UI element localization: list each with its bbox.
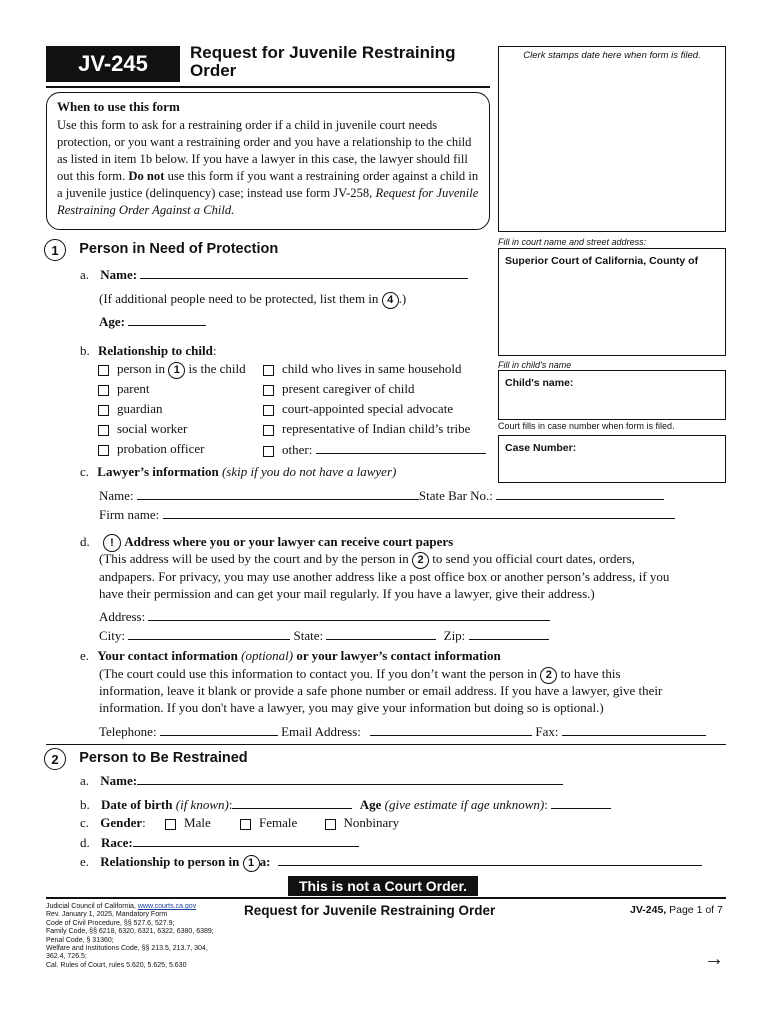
checkbox[interactable] [263,385,274,396]
checkbox[interactable] [263,405,274,416]
gender-nonbinary[interactable]: Nonbinary [325,815,400,830]
s1-lawyer-heading: c. Lawyer’s information (skip if you do not have a lawyer) [80,464,397,479]
checkbox[interactable] [240,819,251,830]
s1-city-row: City: State: Zip: [99,627,549,644]
s1-lawyer-name-row: Name: State Bar No.: [99,487,664,504]
s1-age-field[interactable] [128,313,206,326]
s1-contact-text1: (The court could use this information to contact you. If you don’t want the person in 2 to have this [99,666,621,684]
footer-title: Request for Juvenile Restraining Order [244,903,496,918]
exclamation-icon: ! [103,534,121,552]
gender-female[interactable]: Female [240,815,297,830]
section-1-number: 1 [44,239,66,261]
rel-other-field[interactable] [316,441,486,454]
courts-link[interactable]: www.courts.ca.gov [137,903,197,910]
checkbox[interactable] [98,425,109,436]
ref-item-2: 2 [540,667,557,684]
rel-option-guardian[interactable]: guardian [98,401,162,417]
checkbox[interactable] [165,819,176,830]
court-caption: Fill in court name and street address: [498,237,647,247]
city-field[interactable] [128,627,290,640]
section-divider [46,744,726,745]
header-rule [46,86,490,88]
s1-contact-heading: e. Your contact information (optional) or your lawyer’s contact information [80,648,501,663]
footer-page-info: JV-245, Page 1 of 7 [630,904,723,916]
s1-additional-note: (If additional people need to be protected, list them in 4 .) [99,291,406,309]
s2-relationship-field[interactable] [278,853,702,866]
s2-gender-row: c. Gender: Male Female Nonbinary [80,815,400,830]
s2-race-row: d. Race: [80,834,359,851]
firm-name-field[interactable] [163,506,675,519]
ref-item-1: 1 [168,362,185,379]
s1-address-row: Address: [99,608,550,625]
not-court-order-banner: This is not a Court Order. [288,876,478,896]
checkbox[interactable] [98,445,109,456]
footer-rule [46,897,726,899]
section-2-number: 2 [44,748,66,770]
s1-name-row: a. Name: [80,266,468,283]
fax-field[interactable] [562,723,706,736]
checkbox[interactable] [263,425,274,436]
ref-item-2: 2 [412,552,429,569]
section-2-title: Person to Be Restrained [79,749,248,766]
s2-age-field[interactable] [551,796,611,809]
lawyer-name-field[interactable] [137,487,419,500]
footer-legal-notes: Judicial Council of California, www.courts.ca.gov Rev. January 1, 2025, Mandatory Form Code of Civil Procedure, §§ 527.6, 527.9; Family Code, §§ 6218, 6320, 6321, 6322, 6380, 6389; Penal Code, § 31360; Welfare and Institutions Code, §§ 213.5, 213.7, 304, 362.4, 726.5; Cal. Rules of Court, rules 5.620, 5.625, 5.630 [46,903,214,969]
state-bar-field[interactable] [496,487,664,500]
case-number-box[interactable] [498,435,726,483]
rel-option-probation-officer[interactable]: probation officer [98,441,204,457]
s1-firm-row: Firm name: [99,506,675,523]
s1-name-field[interactable] [140,266,468,279]
s1-address-text2: andpapers. For privacy, you may use another address like a post office box or another person’s address, if you [99,569,670,584]
child-name-label: Child's name: [505,377,574,389]
zip-field[interactable] [469,627,549,640]
when-to-use-text: Use this form to ask for a restraining order if a child in juvenile court needs protection, or you want a restraining order and you have a relationship to the child as listed in item 1b below. If you have a lawyer in this case, the lawyer should fill out this form. Do not use this form if you want a restraining order against a child in a juvenile justice (delinquency) case; instead use form JV-258, Request for Juvenile Restraining Order Against a Child. [57,118,479,217]
checkbox[interactable] [325,819,336,830]
s2-dob-row: b. Date of birth (if known): Age (give estimate if age unknown): [80,796,611,813]
telephone-field[interactable] [160,723,278,736]
case-caption: Court fills in case number when form is filed. [498,421,675,431]
s1-relationship-heading: b. Relationship to child: [80,343,217,358]
case-number-label: Case Number: [505,442,577,454]
rel-option-person[interactable]: person in 1 is the child [98,361,246,379]
s1-contact-row: Telephone: Email Address: Fax: [99,723,706,740]
checkbox[interactable] [98,405,109,416]
s1-address-text3: have their permission and can get your mail regularly. If you have a lawyer, give their address.) [99,586,595,601]
rel-option-same-household[interactable]: child who lives in same household [263,361,461,377]
child-caption: Fill in child's name [498,360,572,370]
child-name-box[interactable] [498,370,726,420]
s1-age-row: Age: [99,313,206,330]
s2-relationship-row: e. Relationship to person in 1 a: [80,853,702,872]
race-field[interactable] [133,834,359,847]
rel-option-parent[interactable]: parent [98,381,149,397]
address-field[interactable] [148,608,550,621]
rel-option-other[interactable]: other: [263,441,486,458]
clerk-stamp-box [498,46,726,232]
next-page-arrow-icon[interactable]: → [704,948,724,970]
checkbox[interactable] [98,365,109,376]
state-field[interactable] [326,627,436,640]
email-field[interactable] [370,723,532,736]
s1-address-text1: (This address will be used by the court and by the person in 2 to send you official court dates, orders, [99,551,635,569]
rel-option-caregiver[interactable]: present caregiver of child [263,381,414,397]
section-2-header [44,748,248,770]
checkbox[interactable] [263,446,274,457]
when-to-use-heading: When to use this form [57,99,180,114]
checkbox[interactable] [263,365,274,376]
rel-option-casa[interactable]: court-appointed special advocate [263,401,453,417]
clerk-stamp-caption: Clerk stamps date here when form is filed. [523,50,701,61]
checkbox[interactable] [98,385,109,396]
court-name-box[interactable] [498,248,726,356]
s2-name-row: a. Name: [80,772,563,789]
gender-male[interactable]: Male [165,815,211,830]
ref-item-1: 1 [243,855,260,872]
form-title: Request for Juvenile Restraining Order [190,43,456,80]
s2-name-field[interactable] [137,772,563,785]
s1-contact-text3: information. If you don't have a lawyer, you may give your information but doing so is optional.) [99,700,604,715]
section-1-title: Person in Need of Protection [79,240,279,257]
dob-field[interactable] [232,796,352,809]
section-1-header [44,239,278,261]
rel-option-social-worker[interactable]: social worker [98,421,187,437]
ref-item-4: 4 [382,292,399,309]
court-label: Superior Court of California, County of [505,255,699,267]
s1-address-heading: d. ! Address where you or your lawyer can receive court papers [80,534,453,552]
form-number: JV-245 [46,46,180,82]
rel-option-tribe-rep[interactable]: representative of Indian child’s tribe [263,421,470,437]
s1-contact-text2: information, leave it blank or provide a safe phone number or email address. If you have a lawyer, give their [99,683,663,698]
when-to-use-box [46,92,490,230]
